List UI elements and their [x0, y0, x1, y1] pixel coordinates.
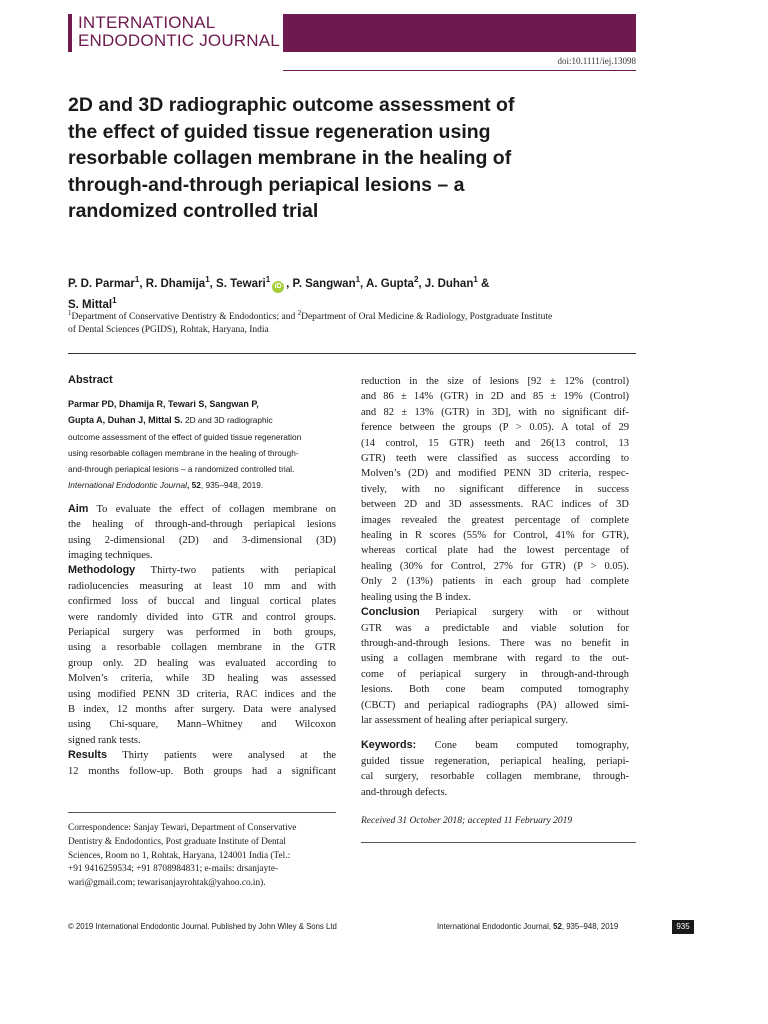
results-paragraph	[68, 748, 336, 779]
conclusion-text: Periapical surgery with or without	[419, 607, 629, 619]
para-line	[68, 502, 336, 517]
para-line: using modified PENN 3D criteria, RAC indices and the	[68, 688, 336, 700]
para-line: tively, with no significant difference in success	[361, 483, 629, 495]
para-line: signed rank tests.	[68, 734, 141, 746]
author-sup: 1	[473, 275, 478, 284]
para-line: through-and-through lesions. There was no benefit in	[361, 637, 629, 649]
keywords-paragraph	[361, 738, 629, 800]
para-line: the healing of through-and-through periapical lesions	[68, 519, 336, 531]
page-number: 935	[672, 920, 694, 934]
journal-name-line2: ENDODONTIC JOURNAL	[78, 31, 280, 50]
para-line: Only 2 (13%) patients in each group had complete	[361, 576, 629, 588]
para-line: cal surgery, resorbable collagen membrane, through-	[361, 771, 629, 783]
para-line: whereas cortical plate had the lowest percentage of	[361, 545, 629, 557]
para-line: healing using the B index.	[361, 591, 471, 603]
journal-logo	[68, 14, 280, 52]
logo-bar	[68, 14, 72, 52]
affiliation-line	[68, 307, 638, 324]
para-line: 12 months follow-up. Both groups had a significant	[68, 765, 336, 777]
para-line: confirmed loss of buccal and lingual cortical plates	[68, 596, 336, 608]
affil-sup: 2	[297, 309, 302, 317]
author-sup: 1	[355, 275, 361, 284]
para-line: and 82 ± 13% (GTR) in 3D], with no significant dif-	[361, 406, 629, 418]
results-text: Thirty patients were analysed at the	[107, 750, 336, 762]
methodology-label: Methodology	[68, 564, 136, 577]
footer-volume: 52	[553, 922, 562, 931]
affil-text: Department of Oral Medicine & Radiology, Postgraduate Institute	[301, 312, 553, 323]
citation-journal: International Endodontic Journal	[68, 480, 188, 491]
para-line: using Chi-square, Mann–Whitney and Wilcoxon	[68, 719, 336, 731]
para-line: images revealed the greatest percentage of complete	[361, 514, 629, 526]
aim-label: Aim	[68, 502, 89, 515]
para-line: healing in R scores (55% for Control, 41% for GTR),	[361, 530, 629, 542]
footer-pages: , 935–948, 2019	[561, 922, 619, 931]
citation-line	[68, 396, 336, 412]
para-line: (CBCT) and periapical radiographs (PA) allowed simi-	[361, 699, 629, 711]
journal-name	[78, 14, 280, 52]
para-line	[361, 738, 629, 753]
citation-authors: Gupta A, Duhan J, Mittal S.	[68, 415, 183, 426]
para-line: (14 control, 15 GTR) teeth and 26(13 control, 13	[361, 437, 629, 449]
para-line: between 2D and 3D assessments. RAC indices of 3D	[361, 499, 629, 511]
corr-line: Dentistry & Endodontics, Post graduate Institute of Dental	[68, 836, 286, 847]
footer-copyright: © 2019 International Endodontic Journal. Published by John Wiley & Sons Ltd	[68, 922, 337, 931]
citation-line: using resorbable collagen membrane in the healing of through-	[68, 447, 299, 458]
author-name: &	[477, 277, 490, 290]
aim-paragraph	[68, 502, 336, 564]
author-name: , R. Dhamija	[139, 277, 206, 290]
doi[interactable]: doi:10.1111/iej.13098	[557, 56, 636, 66]
author-name: S. Mittal	[68, 298, 113, 311]
correspondence	[68, 822, 336, 891]
author-sup: 1	[265, 275, 271, 284]
para-line: were randomly divided into GTR and control groups.	[68, 611, 336, 623]
para-line: healing (30% for Control, 27% for GTR) (P > 0.05).	[361, 560, 629, 572]
affil-text: Department of Conservative Dentistry & Endodontics; and	[71, 312, 298, 323]
para-line: using a collagen membrane with regard to the out-	[361, 653, 629, 665]
citation-text: 2D and 3D radiographic	[182, 415, 273, 426]
title-line: randomized controlled trial	[68, 200, 319, 222]
para-line: reduction in the size of lesions [92 ± 12% (control)	[361, 376, 629, 387]
citation-line	[68, 477, 336, 493]
citation-volume: , 52	[187, 480, 201, 491]
journal-name-line1: INTERNATIONAL	[78, 13, 216, 32]
citation-line: and-through periapical lesions – a randomized controlled trial.	[68, 464, 295, 475]
affil-sup: 1	[68, 309, 72, 317]
para-line: Periapical surgery was performed in both groups,	[68, 627, 336, 639]
author-sup: 1	[134, 275, 140, 284]
citation-line	[68, 412, 336, 428]
para-line: imaging techniques.	[68, 550, 153, 561]
article-title	[68, 92, 628, 225]
header-band	[283, 14, 636, 52]
para-line: GTR) teeth were classified as success according to	[361, 453, 629, 465]
author-name: , J. Duhan	[418, 277, 474, 290]
section-rule	[68, 353, 636, 354]
results-label: Results	[68, 749, 108, 762]
received-dates: Received 31 October 2018; accepted 11 February 2019	[361, 816, 573, 826]
methodology-paragraph	[68, 563, 336, 748]
corr-line: +91 9416259534; +91 8708984831; e-mails: drsanjayte-	[68, 864, 279, 875]
para-line: Molven’s (2D) and modified PENN 3D criteria, respec-	[361, 468, 629, 480]
corr-line: Sciences, Room no 1, Rohtak, Haryana, 124001 India (Tel.:	[68, 850, 291, 861]
footer-journal: International Endodontic Journal,	[437, 922, 554, 931]
citation-line: outcome assessment of the effect of guided tissue regeneration	[68, 431, 302, 442]
aim-text: To evaluate the effect of collagen membrane on	[88, 503, 336, 515]
correspondence-rule	[68, 812, 336, 813]
para-line: radiolucencies measuring at least 10 mm and with	[68, 580, 336, 592]
keywords-label: Keywords:	[361, 739, 417, 752]
para-line	[68, 563, 336, 578]
para-line: B index, 12 months after surgery. Data were analysed	[68, 704, 336, 716]
para-line: guided tissue regeneration, periapical healing, periapi-	[361, 755, 629, 767]
author-sup: 1	[112, 295, 117, 305]
footer-journal-ref	[437, 922, 618, 931]
author-name: P. D. Parmar	[68, 277, 135, 290]
para-line: come of periapical surgery in through-and-through	[361, 668, 629, 680]
author-sup: 2	[413, 275, 419, 284]
para-line: and-through defects.	[361, 786, 448, 798]
abstract-left-column	[68, 374, 336, 779]
corr-line: wari@gmail.com; tewarisanjayrohtak@yahoo.co.in).	[68, 878, 266, 889]
para-line: lesions. Both cone beam computed tomography	[361, 684, 629, 696]
author-line-1	[68, 272, 638, 293]
conclusion-label: Conclusion	[361, 606, 420, 619]
author-name: , A. Gupta	[360, 277, 414, 290]
para-line: using 2-dimensional (2D) and 3-dimensional (3D)	[68, 534, 336, 546]
para-line: Molven’s criteria, while 3D healing was assessed	[68, 673, 336, 685]
para-line	[361, 605, 629, 620]
citation-pages: , 935–948, 2019.	[200, 480, 264, 491]
corr-line: Correspondence: Sanjay Tewari, Department of Conservative	[68, 823, 297, 833]
title-line: through-and-through periapical lesions – a	[68, 173, 465, 196]
abstract-right-column	[361, 374, 629, 800]
para-line: ference between the groups (P > 0.05). A total of 29	[361, 422, 629, 434]
para-line: lar assessment of healing after periapical surgery.	[361, 714, 569, 726]
keywords-text: Cone beam computed tomography,	[416, 740, 629, 752]
author-sup: 1	[205, 275, 210, 284]
title-line: 2D and 3D radiographic outcome assessment of	[68, 94, 515, 116]
affiliations	[68, 307, 638, 337]
author-name: , P. Sangwan	[286, 277, 356, 290]
affiliation-line: of Dental Sciences (PGIDS), Rohtak, Haryana, India	[68, 325, 269, 336]
citation-authors: Parmar PD, Dhamija R, Tewari S, Sangwan P,	[68, 399, 259, 409]
para-line	[68, 748, 336, 763]
conclusion-paragraph	[361, 605, 629, 728]
received-rule	[361, 842, 636, 843]
author-name: , S. Tewari	[209, 277, 266, 290]
results-continued	[361, 374, 629, 605]
para-line: and 86 ± 14% (GTR) in 2D and 85 ± 19% (Control)	[361, 391, 629, 403]
para-line: GTR was a predictable and viable solution for	[361, 622, 629, 634]
title-line: the effect of guided tissue regeneration using	[68, 120, 491, 143]
para-line: group only. 2D healing was evaluated according to	[68, 657, 336, 669]
methodology-text: Thirty-two patients with periapical	[135, 565, 336, 577]
abstract-heading: Abstract	[68, 374, 113, 386]
header-rule	[283, 70, 636, 71]
abstract-citation	[68, 396, 336, 494]
title-line: resorbable collagen membrane in the healing of	[68, 147, 512, 169]
orcid-icon[interactable]: iD	[272, 281, 284, 293]
para-line: using a resorbable collagen membrane in the GTR	[68, 642, 336, 654]
